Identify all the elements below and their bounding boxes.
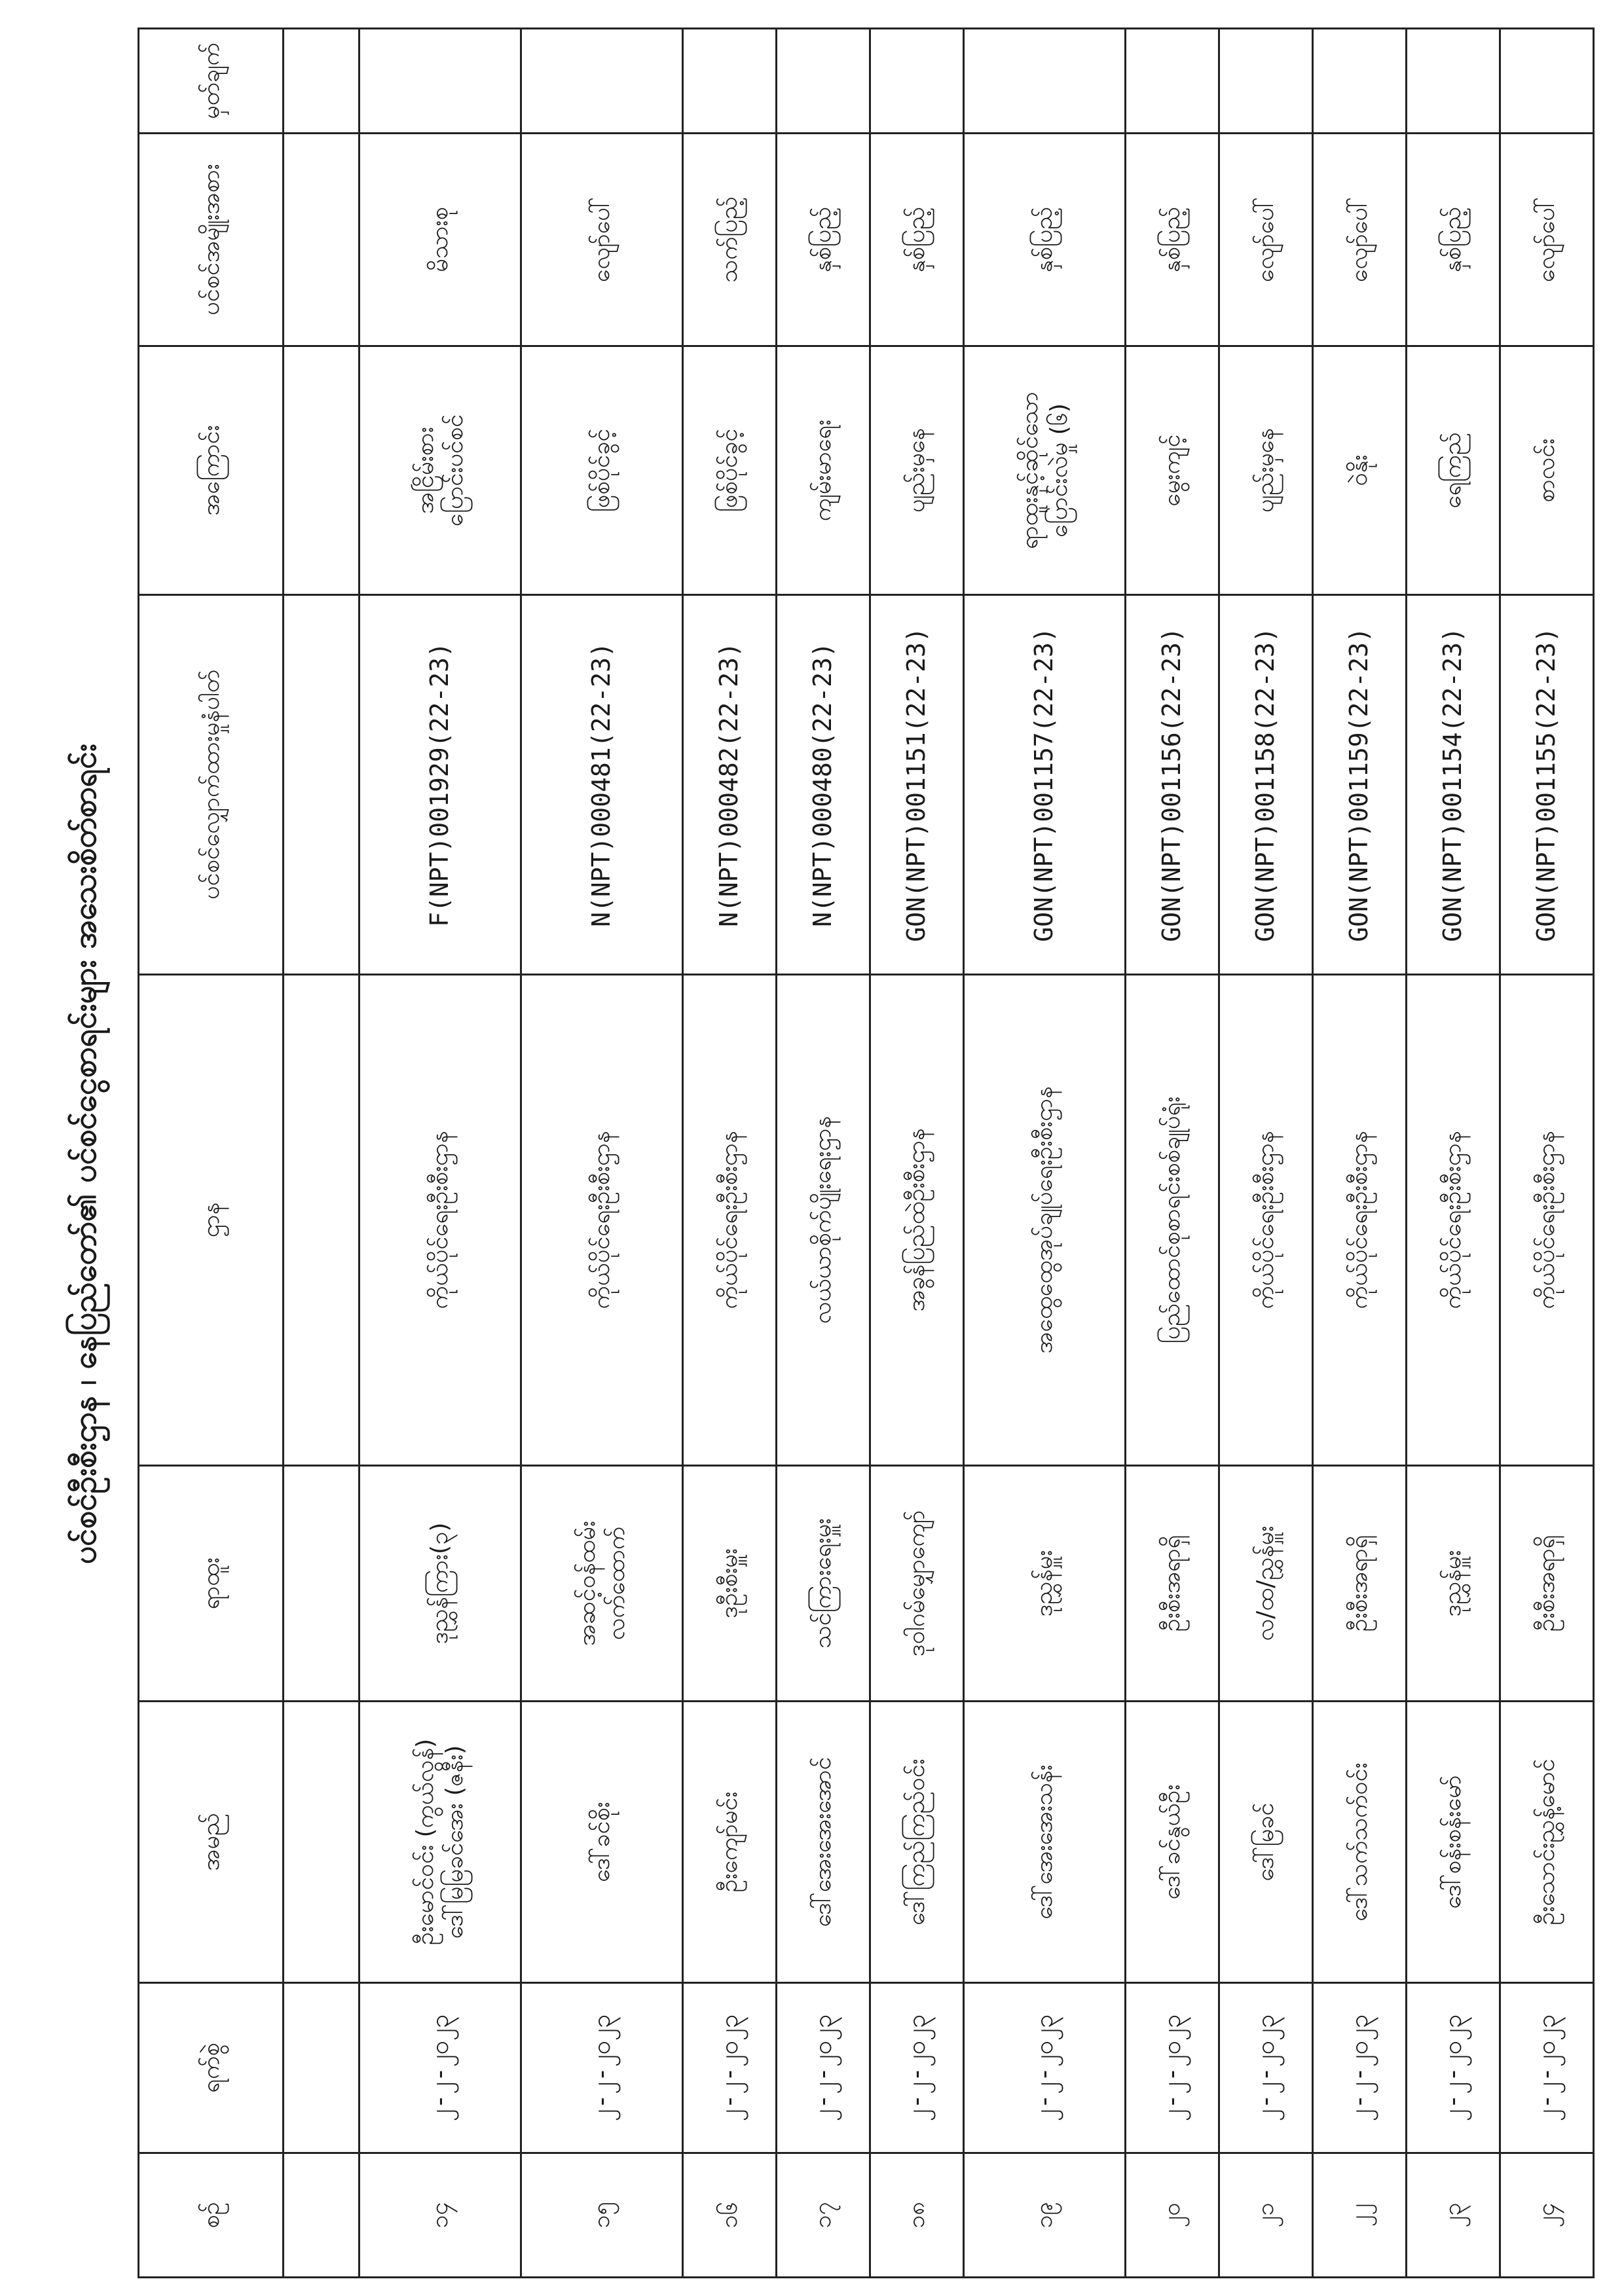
cell-date [682, 1983, 776, 2153]
cell-pension-type-text: မိသားစု [426, 207, 454, 272]
cell-no [1219, 2153, 1312, 2278]
cell-pension-no [963, 595, 1125, 975]
cell-reason [1312, 346, 1406, 595]
cell-rank-text: လ/ထ/ညွှန်မှူး [1252, 1525, 1280, 1641]
cell-pension-type [1125, 134, 1219, 346]
cell-remark [1219, 29, 1312, 134]
header-reason: အကြောင်း [139, 346, 284, 595]
header-department: ဌာန [139, 975, 284, 1466]
cell-department-text: ကိုယ်ပိုင်ရေးဦးစီးဌာန [1252, 1131, 1280, 1309]
cell-rank-text: သင်ကြားရေးမှူး [809, 1518, 837, 1649]
cell-reason [682, 346, 776, 595]
cell-pension-type [1406, 134, 1500, 346]
cell-pension-no-text: GON(NPT)001155(22-23) [1532, 627, 1561, 942]
cell-name-text: ဒေါ်ခင်နွယ်ဦး [1158, 1784, 1186, 1900]
cell-no [776, 2153, 870, 2278]
cell-reason [1219, 346, 1312, 595]
cell-date-text: ၂-၂-၂၀၂၃ [808, 2014, 838, 2122]
cell-name-text: ဦးသောင်းညွှန့်မောင် [1533, 1758, 1560, 1925]
cell-reason-text: ရေကြည် [1439, 432, 1467, 509]
cell-name-text: ဒေါ်စန်းစန်းမော် [1439, 1775, 1467, 1909]
cell-date-text: ၂-၂-၂၀၂၃ [587, 2014, 616, 2122]
spacer-cell [284, 1702, 360, 1983]
cell-date-text: ၂-၂-၂၀၂၃ [425, 2014, 454, 2122]
cell-name-text: ဦးကျော်မင်း [716, 1791, 743, 1893]
cell-department-text: ကိုယ်ပိုင်ရေးဦးစီးဌာန [426, 1131, 454, 1309]
cell-date-text: ၂-၂-၂၀၂၃ [1157, 2014, 1187, 2122]
cell-no-text: ၂၁ [1252, 2202, 1280, 2228]
spacer-row [284, 29, 360, 2278]
cell-rank [1219, 1466, 1312, 1702]
cell-remark [776, 29, 870, 134]
cell-department [682, 975, 776, 1466]
header-name: အမည် [139, 1702, 284, 1983]
cell-date-text: ၂-၂-၂၀၂၃ [1438, 2014, 1467, 2122]
cell-pension-type-text: နှစ်ပြည့် [903, 206, 931, 273]
cell-name-text-2: ဒေါ်မြမြခင်အေး (ဇနီး) [441, 1745, 468, 1939]
cell-date-text: ၂-၂-၂၀၂၃ [1532, 2014, 1561, 2122]
spacer-cell [284, 1983, 360, 2153]
cell-reason [521, 346, 682, 595]
cell-remark [1125, 29, 1219, 134]
cell-rank-text: အဆင့်ဝန်ထမ်း [573, 1520, 600, 1647]
cell-no [682, 2153, 776, 2278]
cell-rank [682, 1466, 776, 1702]
cell-department-text: အထွေထွေအုပ်ချုပ်ရေးဦးစီးဌာန [1031, 1086, 1058, 1354]
table-row [521, 29, 682, 2278]
cell-remark [963, 29, 1125, 134]
cell-rank [521, 1466, 682, 1702]
cell-pension-type [682, 134, 776, 346]
table-row [682, 29, 776, 2278]
cell-name [1219, 1702, 1312, 1983]
cell-department-text: ကိုယ်ပိုင်ရေးဦးစီးဌာန [716, 1131, 743, 1309]
cell-pension-type-text: နှစ်ပြည့် [1439, 206, 1467, 273]
cell-rank-text: ဦးစီးအရာရှိ [1346, 1535, 1373, 1632]
cell-pension-no [360, 595, 521, 975]
cell-pension-type [963, 134, 1125, 346]
cell-reason-text: ရာထူးနှင့်ဆိုင်သော [1016, 392, 1043, 549]
cell-name [360, 1702, 521, 1983]
cell-rank-text: ဦးစီးအရာရှိ [1158, 1535, 1186, 1632]
table-row [1312, 29, 1406, 2278]
cell-pension-type-text: နှစ်ပြည့် [1158, 206, 1186, 273]
cell-rank-text: ဒုညွှန်မှူး [1439, 1550, 1467, 1617]
cell-pension-no-text: N(NPT)000482(22-23) [714, 642, 744, 927]
cell-remark [682, 29, 776, 134]
pension-table [138, 27, 1595, 2278]
cell-reason-text: စာလင်း [1533, 438, 1560, 503]
cell-name [1312, 1702, 1406, 1983]
cell-department-text: ကိုယ်ပိုင်ရေးဦးစီးဌာန [588, 1131, 616, 1309]
cell-pension-type-text: လျော်ပေါ် [1346, 196, 1373, 283]
cell-pension-no [521, 595, 682, 975]
table-row [1500, 29, 1593, 2278]
cell-department [521, 975, 682, 1466]
cell-pension-type-text: သက်ပြည့် [716, 196, 743, 283]
header-date: ရက်စွဲ [139, 1983, 284, 2153]
cell-no-text: ၂၀ [1158, 2202, 1186, 2228]
cell-department-text: ကိုယ်ပိုင်ရေးဦးစီးဌာန [1439, 1131, 1467, 1309]
cell-reason-text: ပျည်းမှနေ [903, 428, 931, 513]
cell-pension-no-text: F(NPT)001929(22-23) [425, 642, 454, 927]
spacer-cell [284, 1466, 360, 1702]
cell-date [776, 1983, 870, 2153]
header-remark: မှတ်ချက် [139, 29, 284, 134]
cell-department [360, 975, 521, 1466]
table-row [870, 29, 963, 2278]
cell-rank [963, 1466, 1125, 1702]
cell-pension-type [360, 134, 521, 346]
rotated-page [46, 29, 1601, 2278]
table-row [1406, 29, 1500, 2278]
cell-pension-type [1219, 134, 1312, 346]
cell-no-text: ၁၄ [426, 2202, 454, 2229]
table-row [360, 29, 521, 2278]
cell-no-text: ၁၅ [588, 2202, 616, 2229]
cell-pension-no-text: N(NPT)000481(22-23) [587, 642, 616, 927]
cell-name [870, 1702, 963, 1983]
cell-name-text: ဦးမောင်ဝင်း (ကွယ်လွန်) [411, 1738, 439, 1946]
cell-name [776, 1702, 870, 1983]
header-no: စဉ် [139, 2153, 284, 2278]
header-pension-type: ပင်စင်အမျိုးအစား [139, 134, 284, 346]
cell-no-text: ၂၄ [1533, 2202, 1560, 2228]
cell-pension-no [1125, 595, 1219, 975]
cell-rank [776, 1466, 870, 1702]
cell-reason-text: မွေးကျင့် [1158, 434, 1186, 507]
spacer-cell [284, 346, 360, 595]
cell-pension-type [1500, 134, 1593, 346]
cell-date-text: ၂-၂-၂၀၂၃ [1251, 2014, 1280, 2122]
cell-reason [1125, 346, 1219, 595]
cell-rank-text: ဒုညွှန်မှူး [1031, 1550, 1058, 1617]
cell-department [1312, 975, 1406, 1466]
cell-no [1406, 2153, 1500, 2278]
cell-name-text: ဒေါ်သက်သက်ဝင်း [1346, 1762, 1373, 1922]
cell-reason-text: ကျမ်းမာရေး [809, 419, 837, 522]
cell-rank-text: ဒုဝါဂမ်မျှောကျော် [903, 1510, 931, 1657]
cell-reason-text: ဝဲနိုး [1346, 454, 1373, 486]
document-title: ပင်စင်ဦးစီးဌာန ၊ နေပြည်တော်၏ ပင်စင်ငွေစာရင်းများ အသေးစိတ်စာရင်း [67, 743, 103, 1565]
cell-date [521, 1983, 682, 2153]
cell-remark [870, 29, 963, 134]
cell-reason [963, 346, 1125, 595]
cell-date [1125, 1983, 1219, 2153]
cell-department [776, 975, 870, 1466]
cell-pension-type [1312, 134, 1406, 346]
cell-pension-no-text: GON(NPT)001156(22-23) [1157, 627, 1187, 942]
cell-pension-no [1219, 595, 1312, 975]
cell-pension-no [682, 595, 776, 975]
cell-department [1125, 975, 1219, 1466]
cell-department [1500, 975, 1593, 1466]
cell-no-text: ၂၃ [1439, 2202, 1467, 2228]
cell-no-text: ၁၉ [1031, 2202, 1058, 2229]
cell-department [870, 975, 963, 1466]
cell-name-text: ဒေါ်အေးအေးသန်း [1031, 1764, 1058, 1920]
cell-rank [870, 1466, 963, 1702]
cell-name [682, 1702, 776, 1983]
cell-no-text: ၁၇ [809, 2202, 837, 2229]
cell-pension-no [776, 595, 870, 975]
cell-rank [1500, 1466, 1593, 1702]
cell-name [1125, 1702, 1219, 1983]
cell-reason [1500, 346, 1593, 595]
cell-no-text: ၁၆ [716, 2202, 743, 2229]
cell-reason [360, 346, 521, 595]
cell-department-text: အခွန်ပြည်ထဲဦးစီးဌာန [903, 1128, 931, 1312]
cell-pension-no-text: GON(NPT)001151(22-23) [902, 627, 931, 942]
cell-rank-text-2: လက်ထောက် [602, 1526, 630, 1641]
cell-no [870, 2153, 963, 2278]
cell-reason-text: ဖြစ်ပိုင်ခွင့် [588, 428, 616, 513]
cell-department-text: ပြည်ထောင်စုစာရင်းစစ်ချုပ်ရုံး [1158, 1096, 1186, 1344]
table-row [963, 29, 1125, 2278]
cell-date [1500, 1983, 1593, 2153]
cell-reason-text-2: ပြောင်းပင်စင် [441, 414, 468, 527]
cell-date-text: ၂-၂-၂၀၂၃ [714, 2014, 744, 2122]
header-row [139, 29, 284, 2278]
cell-no-text: ၂၂ [1346, 2203, 1373, 2227]
cell-no [521, 2153, 682, 2278]
cell-no-text: ၁၈ [903, 2202, 931, 2229]
table-row [1125, 29, 1219, 2278]
cell-rank-text: ဒုညွှန်ကြား(၃) [426, 1522, 454, 1645]
spacer-cell [284, 595, 360, 975]
cell-reason [1406, 346, 1500, 595]
cell-no [360, 2153, 521, 2278]
cell-name [1406, 1702, 1500, 1983]
cell-name-text: ဒေါ်ခင်စိုး [588, 1802, 616, 1882]
cell-rank [1406, 1466, 1500, 1702]
cell-date [360, 1983, 521, 2153]
cell-remark [1406, 29, 1500, 134]
cell-name [521, 1702, 682, 1983]
table-row [1219, 29, 1312, 2278]
cell-department-text: ကိုယ်ပိုင်ရေးဦးစီးဌာန [1346, 1131, 1373, 1309]
cell-pension-no-text: N(NPT)000480(22-23) [808, 642, 838, 927]
cell-department [963, 975, 1125, 1466]
cell-remark [521, 29, 682, 134]
cell-department-text: လယ်ယာစိုက်ပျိုးရေးဌာန [809, 1116, 837, 1324]
header-rank: ရာထူး [139, 1466, 284, 1702]
cell-pension-no [870, 595, 963, 975]
cell-no [1500, 2153, 1593, 2278]
cell-rank-text: ဦးစီးအရာရှိ [1533, 1535, 1560, 1632]
cell-reason-text: အငြိမ်းစား [411, 427, 439, 514]
cell-rank [1125, 1466, 1219, 1702]
cell-name-text: ဒေါ်အေးအေးအောင် [809, 1757, 837, 1927]
cell-date-text: ၂-၂-၂၀၂၃ [1029, 2014, 1059, 2122]
cell-no [1125, 2153, 1219, 2278]
cell-pension-no-text: GON(NPT)001157(22-23) [1029, 627, 1059, 942]
cell-date-text: ၂-၂-၂၀၂၃ [902, 2014, 931, 2122]
cell-name-text: ဒေါ်ကြည်ကြည်ဝင်း [903, 1758, 931, 1925]
cell-rank [1312, 1466, 1406, 1702]
cell-pension-type [521, 134, 682, 346]
cell-no [963, 2153, 1125, 2278]
cell-pension-type-text: လျော်ပေါ် [1252, 196, 1280, 283]
cell-rank-text: ဒုဦးစီးမှူး [716, 1548, 743, 1618]
table-row [776, 29, 870, 2278]
cell-reason [870, 346, 963, 595]
cell-date [1312, 1983, 1406, 2153]
cell-pension-no-text: GON(NPT)001159(22-23) [1344, 627, 1374, 942]
cell-pension-type-text: နှစ်ပြည့် [1031, 206, 1058, 273]
cell-date [870, 1983, 963, 2153]
cell-date [1406, 1983, 1500, 2153]
cell-reason-text-2: ပြောင်းလဲမှု (၆) [1045, 403, 1073, 538]
cell-pension-no [1406, 595, 1500, 975]
cell-date [1219, 1983, 1312, 2153]
cell-pension-no-text: GON(NPT)001154(22-23) [1438, 627, 1467, 942]
cell-remark [1500, 29, 1593, 134]
spacer-cell [284, 134, 360, 346]
table-body [284, 29, 1594, 2278]
cell-pension-no-text: GON(NPT)001158(22-23) [1251, 627, 1280, 942]
cell-pension-no [1312, 595, 1406, 975]
cell-remark [1312, 29, 1406, 134]
cell-date-text: ၂-၂-၂၀၂၃ [1344, 2014, 1374, 2122]
cell-department-text: ကိုယ်ပိုင်ရေးဦးစီးဌာန [1533, 1131, 1560, 1309]
spacer-cell [284, 975, 360, 1466]
cell-name [1500, 1702, 1593, 1983]
cell-reason-text: ဖြစ်ပိုင်ခွင့် [716, 428, 743, 513]
cell-no [1312, 2153, 1406, 2278]
spacer-cell [284, 2153, 360, 2278]
cell-date [963, 1983, 1125, 2153]
cell-pension-type-text: နှစ်ပြည့် [809, 206, 837, 273]
cell-pension-no [1500, 595, 1593, 975]
cell-rank [360, 1466, 521, 1702]
cell-department [1406, 975, 1500, 1466]
cell-pension-type [870, 134, 963, 346]
cell-name [963, 1702, 1125, 1983]
cell-department [1219, 975, 1312, 1466]
cell-pension-type [776, 134, 870, 346]
cell-reason [776, 346, 870, 595]
cell-name-text: ဒေါ်မြခင် [1252, 1802, 1280, 1882]
header-pension-no: ပင်စင်လျှောက်ထားမှုနံပါတ် [139, 595, 284, 975]
cell-reason-text: ပျည်းမှနေ [1252, 428, 1280, 513]
spacer-cell [284, 29, 360, 134]
cell-pension-type-text: လျော်ပေါ် [1533, 196, 1560, 283]
cell-remark [360, 29, 521, 134]
cell-pension-type-text: လျော်ပေါ် [588, 196, 616, 283]
